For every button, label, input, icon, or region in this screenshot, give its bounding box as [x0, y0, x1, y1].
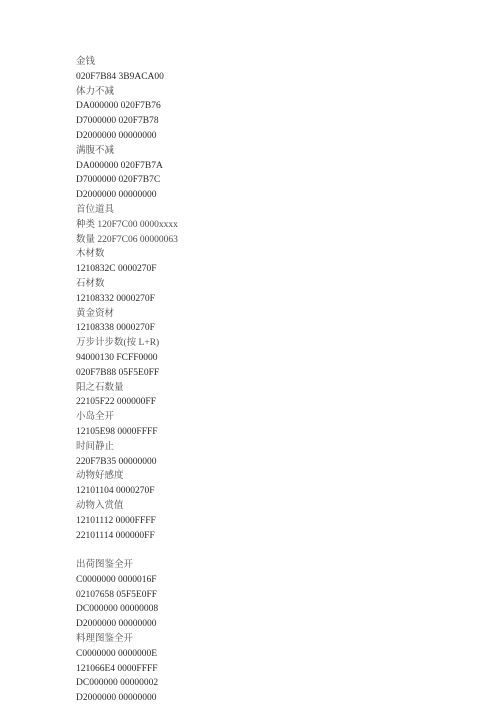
- code-heading: 种类 120F7C00 0000xxxx: [76, 219, 178, 230]
- code-line: 12108332 0000270F: [76, 293, 155, 304]
- code-heading: 小岛全开: [76, 412, 115, 423]
- code-heading: 木材数: [76, 249, 105, 260]
- code-line: 02107658 05F5E0FF: [76, 589, 158, 600]
- code-line: DA000000 020F7B76: [76, 101, 161, 112]
- code-heading: 金钱: [76, 57, 96, 67]
- code-line: 94000130 FCFF0000: [76, 352, 158, 363]
- code-heading: 阳之石数量: [76, 382, 124, 393]
- code-heading: 满腹不减: [76, 145, 115, 156]
- code-line: DA000000 020F7B7A: [76, 160, 163, 171]
- blank-line: [76, 543, 476, 558]
- code-line: D7000000 020F7B78: [76, 116, 159, 127]
- code-line: 22101114 000000FF: [76, 530, 155, 541]
- code-heading: 万步计步数(按 L+R): [76, 338, 160, 349]
- code-heading: 数量 220F7C06 00000063: [76, 234, 178, 245]
- code-heading: 黄金资材: [76, 308, 115, 319]
- code-line: DC000000 00000008: [76, 604, 159, 615]
- code-heading: 动物好感度: [76, 471, 124, 482]
- code-line: C0000000 0000000E: [76, 648, 158, 659]
- code-line: 12101104 0000270F: [76, 486, 155, 497]
- code-heading: 时间静止: [76, 441, 115, 452]
- code-line: D2000000 00000000: [76, 130, 157, 141]
- code-line: 121066E4 0000FFFF: [76, 663, 158, 674]
- code-heading: 动物入赏值: [76, 500, 124, 511]
- code-line: D2000000 00000000: [76, 190, 157, 201]
- code-line: D2000000 00000000: [76, 693, 157, 704]
- code-line: D2000000 00000000: [76, 619, 157, 630]
- code-heading: 料理图鉴全开: [76, 634, 134, 645]
- document-page: [76, 55, 476, 706]
- code-heading: 体力不减: [76, 86, 115, 97]
- code-heading: 首位道具: [76, 204, 115, 215]
- code-line: 020F7B84 3B9ACA00: [76, 71, 164, 82]
- code-line: 1210832C 0000270F: [76, 264, 157, 275]
- code-heading: 出荷图鉴全开: [76, 560, 134, 571]
- code-line: 020F7B88 05F5E0FF: [76, 367, 160, 378]
- code-line: 22105F22 000000FF: [76, 397, 156, 408]
- code-line: 12101112 0000FFFF: [76, 515, 156, 526]
- cheat-code-list: [76, 55, 476, 706]
- code-line: D7000000 020F7B7C: [76, 175, 161, 186]
- code-line: 12105E98 0000FFFF: [76, 426, 158, 437]
- code-line: 220F7B35 00000000: [76, 456, 157, 467]
- code-heading: 石材数: [76, 278, 105, 289]
- code-line: C0000000 0000016F: [76, 574, 157, 585]
- code-line: DC000000 00000002: [76, 678, 159, 689]
- code-line: 12108338 0000270F: [76, 323, 155, 334]
